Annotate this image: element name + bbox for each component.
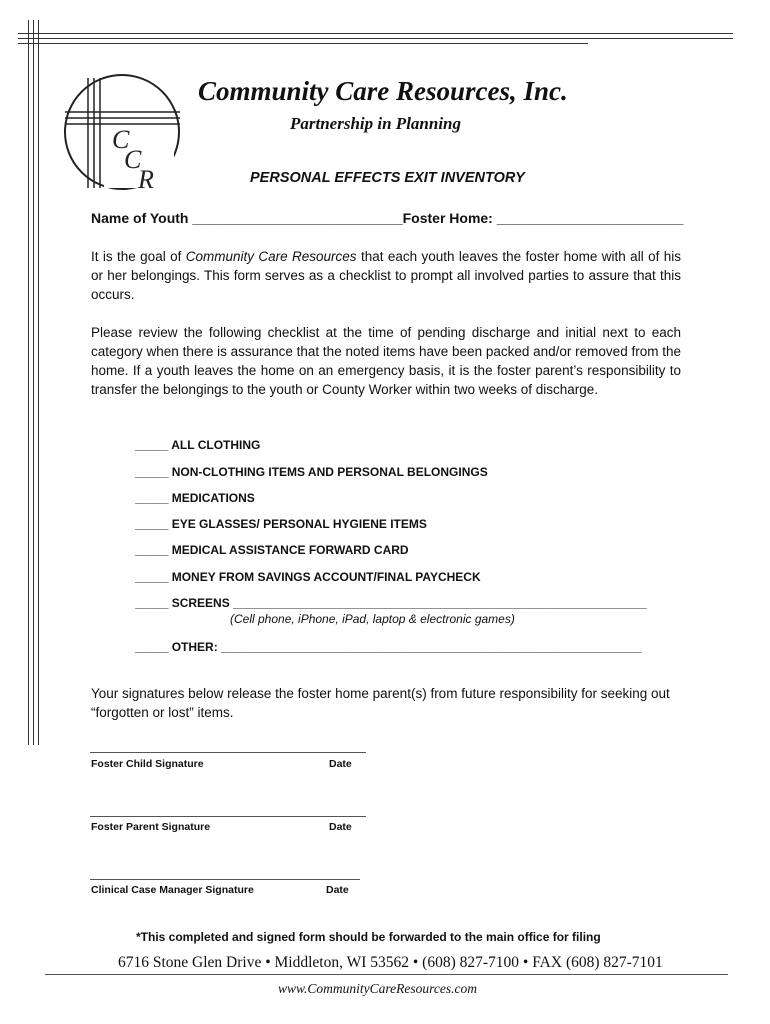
- left-border-line: [38, 20, 39, 745]
- checklist-item-screens: _____ SCREENS ______________________________________________________________: [135, 596, 647, 610]
- footer-divider: [45, 974, 728, 975]
- foster-child-date-label: Date: [329, 758, 352, 770]
- checklist-item-other: _____ OTHER: _______________________________________________________________: [135, 640, 642, 654]
- left-border-line: [33, 20, 34, 745]
- footer-address: 6716 Stone Glen Drive • Middleton, WI 53562 • (608) 827-7100 • FAX (608) 827-7101: [118, 954, 663, 971]
- filing-footnote: *This completed and signed form should be forwarded to the main office for filing: [136, 930, 601, 944]
- case-manager-date-label: Date: [326, 884, 349, 896]
- foster-child-signature-label: Foster Child Signature: [91, 758, 204, 770]
- svg-text:C: C: [124, 145, 142, 174]
- checklist-item-hygiene: _____ EYE GLASSES/ PERSONAL HYGIENE ITEMS: [135, 517, 427, 531]
- intro-text: It is the goal of: [91, 249, 186, 264]
- company-name: Community Care Resources, Inc.: [198, 76, 568, 106]
- form-title: PERSONAL EFFECTS EXIT INVENTORY: [250, 170, 525, 186]
- svg-text:C: C: [112, 125, 130, 154]
- checklist-item-medications: _____ MEDICATIONS: [135, 491, 255, 505]
- intro-paragraph: [91, 247, 681, 304]
- screens-note: (Cell phone, iPhone, iPad, laptop & electronic games): [230, 612, 515, 626]
- case-manager-signature-label: Clinical Case Manager Signature: [91, 884, 254, 896]
- intro-text-rest: that each youth leaves the foster home with all of his or her belongings. This form serves as a checklist to prompt all involved parties to assure that this occurs.: [91, 249, 681, 302]
- checklist-item-clothing: _____ ALL CLOTHING: [135, 438, 261, 452]
- checklist-item-medical-card: _____ MEDICAL ASSISTANCE FORWARD CARD: [135, 543, 409, 557]
- signature-line: [90, 752, 366, 753]
- foster-parent-signature-label: Foster Parent Signature: [91, 821, 211, 833]
- top-border-line: [18, 38, 733, 39]
- company-tagline: Partnership in Planning: [290, 114, 462, 133]
- signature-line: [90, 816, 366, 817]
- foster-parent-date-label: Date: [329, 821, 352, 833]
- instructions-paragraph: Please review the following checklist at the time of pending discharge and initial next to each category when there is assurance that the noted items have been packed and/or removed from the home. If a youth leaves the home on an emergency basis, it is the foster parent’s responsibility to transfer the belongings to the youth or County Worker within two weeks of discharge.: [91, 325, 681, 397]
- name-field-line: Name of Youth ___________________________Foster Home: ________________________: [91, 210, 684, 226]
- top-border-line: [18, 33, 733, 34]
- release-paragraph: Your signatures below release the foster home parent(s) from future responsibility for seeking out “forgotten or lost” items.: [91, 686, 670, 720]
- checklist-item-belongings: _____ NON-CLOTHING ITEMS AND PERSONAL BELONGINGS: [135, 465, 488, 479]
- signature-line: [90, 879, 360, 880]
- footer-website: www.CommunityCareResources.com: [278, 981, 477, 996]
- top-border-line: [18, 43, 588, 44]
- intro-company-name: Community Care Resources: [185, 249, 357, 264]
- company-logo: [60, 70, 185, 195]
- left-border-line: [28, 20, 29, 745]
- svg-text:R: R: [138, 165, 154, 194]
- checklist-item-money: _____ MONEY FROM SAVINGS ACCOUNT/FINAL PAYCHECK: [135, 570, 481, 584]
